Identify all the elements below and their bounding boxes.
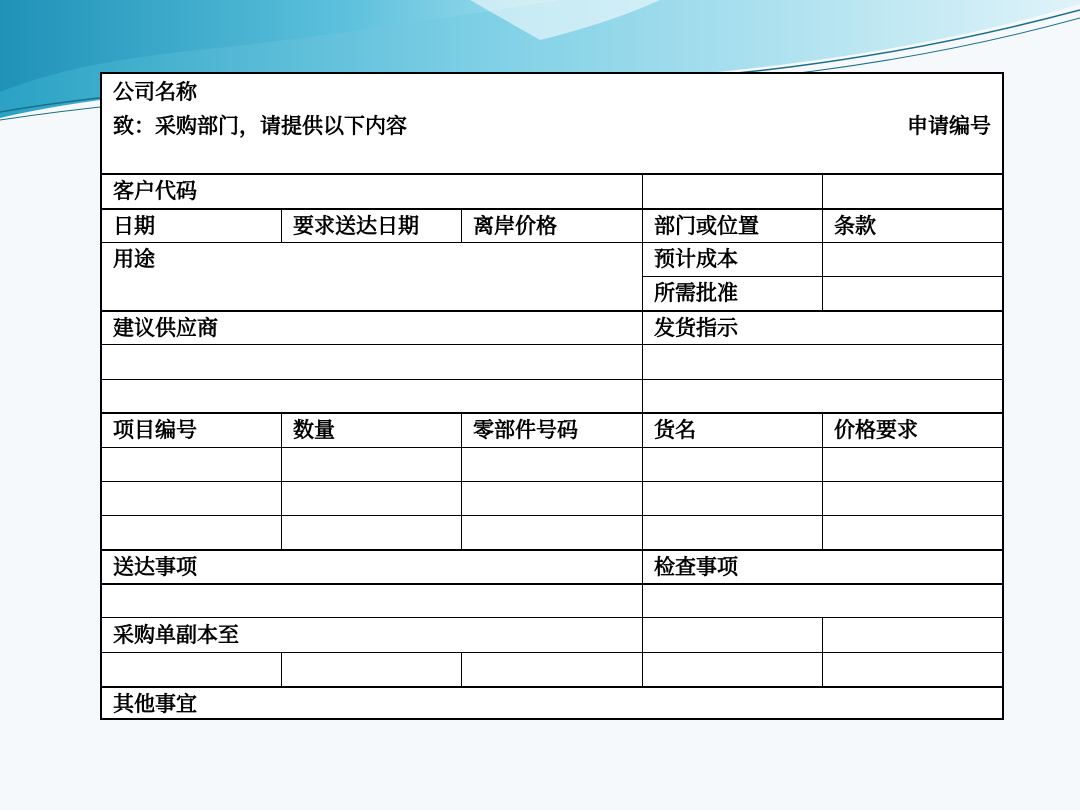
estimated-cost-label: 预计成本 bbox=[654, 247, 738, 271]
copies-to-label: 采购单副本至 bbox=[113, 623, 239, 647]
terms-label: 条款 bbox=[834, 214, 876, 238]
item-number-header: 项目编号 bbox=[113, 418, 197, 442]
suggested-supplier-label: 建议供应商 bbox=[113, 316, 218, 340]
fob-price-label: 离岸价格 bbox=[473, 214, 557, 238]
goods-name-header: 货名 bbox=[654, 418, 696, 442]
request-number-label: 申请编号 bbox=[907, 114, 991, 138]
customer-code-label: 客户代码 bbox=[113, 179, 197, 203]
date-label: 日期 bbox=[113, 214, 155, 238]
department-location-label: 部门或位置 bbox=[654, 214, 759, 238]
inspection-notes-label: 检查事项 bbox=[654, 555, 738, 579]
other-matters-label: 其他事宜 bbox=[113, 692, 197, 716]
delivery-notes-label: 送达事项 bbox=[113, 555, 197, 579]
shipping-instructions-label: 发货指示 bbox=[654, 316, 738, 340]
part-number-header: 零部件号码 bbox=[473, 418, 578, 442]
purpose-label: 用途 bbox=[113, 247, 155, 271]
to-purchasing-line: 致：采购部门，请提供以下内容 bbox=[113, 114, 407, 138]
purchase-requisition-form bbox=[100, 72, 1004, 720]
price-requirement-header: 价格要求 bbox=[834, 418, 918, 442]
approval-required-label: 所需批准 bbox=[654, 281, 738, 305]
quantity-header: 数量 bbox=[293, 418, 335, 442]
company-name-label: 公司名称 bbox=[113, 80, 197, 104]
required-delivery-date-label: 要求送达日期 bbox=[293, 214, 419, 238]
